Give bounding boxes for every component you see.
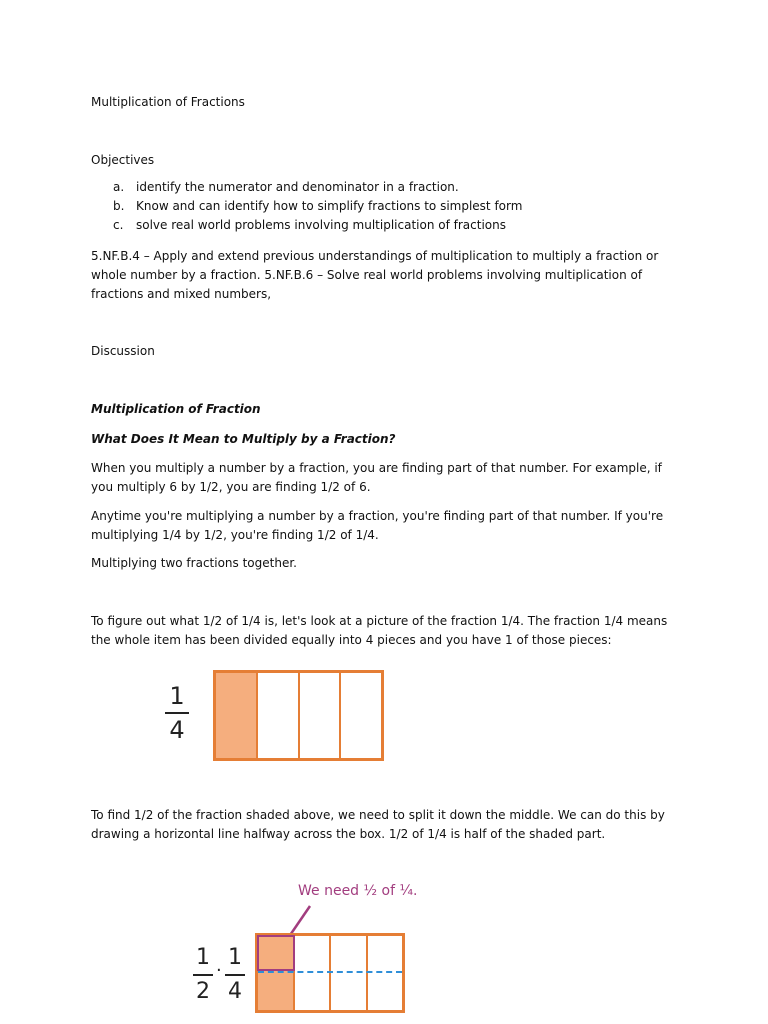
fraction-denominator: 2: [196, 979, 210, 1004]
paragraph-1: When you multiply a number by a fraction, you are finding part of that number. For example, if you multiply 6 by 1/2, you are finding 1/2 of 6.: [91, 461, 662, 494]
standards-paragraph: 5.NF.B.4 – Apply and extend previous understandings of multiplication to multiply a fraction or whole number by a fraction. 5.NF.B.6 – Solve real world problems involving multiplication of fractions and mixed numbers,: [91, 249, 659, 301]
list-item: [91, 216, 522, 235]
list-item: [91, 178, 522, 197]
section-title: Multiplication of Fraction: [91, 402, 261, 416]
fraction-bar: [193, 974, 213, 976]
dashed-split-line: [258, 971, 402, 973]
list-item: [91, 197, 522, 216]
question-heading: What Does It Mean to Multiply by a Fraction?: [91, 432, 396, 446]
paragraph-3: Multiplying two fractions together.: [91, 556, 297, 570]
paragraph-2: Anytime you're multiplying a number by a fraction, you're finding part of that number. If you're multiplying 1/4 by 1/2, you're finding 1/2 of 1/4.: [91, 509, 664, 542]
fraction-model-box: [213, 670, 384, 761]
fraction-numerator: 1: [228, 945, 242, 970]
unshaded-part: [341, 673, 381, 758]
list-text: identify the numerator and denominator in a fraction.: [136, 180, 459, 194]
shaded-part: [216, 673, 258, 758]
fraction-bar: [165, 712, 189, 714]
multiply-operator: ·: [216, 960, 222, 981]
unshaded-part: [295, 936, 332, 1010]
list-marker: c.: [113, 218, 124, 232]
callout-label: We need ½ of ¼.: [298, 883, 418, 899]
list-marker: b.: [113, 199, 125, 213]
paragraph-5: To find 1/2 of the fraction shaded above, we need to split it down the middle. We can do this by drawing a horizontal line halfway across the box. 1/2 of 1/4 is half of the shaded part.: [91, 808, 665, 841]
fraction-numerator: 1: [196, 945, 210, 970]
unshaded-part: [331, 936, 368, 1010]
fraction-bar: [225, 974, 245, 976]
unshaded-part: [300, 673, 342, 758]
list-text: solve real world problems involving multiplication of fractions: [136, 218, 506, 232]
highlighted-half-part: [257, 935, 295, 971]
list-marker: a.: [113, 180, 125, 194]
fraction-one-quarter: [225, 945, 245, 1005]
fraction-denominator: 4: [228, 979, 242, 1004]
fraction-one-quarter: [165, 683, 189, 743]
fraction-one-half: [193, 945, 213, 1005]
list-text: Know and can identify how to simplify fractions to simplest form: [136, 199, 523, 213]
unshaded-part: [258, 673, 300, 758]
fraction-denominator: 4: [169, 716, 185, 744]
document-title: Multiplication of Fractions: [91, 95, 245, 109]
fraction-numerator: 1: [169, 682, 185, 710]
unshaded-part: [368, 936, 403, 1010]
objectives-heading: Objectives: [91, 153, 155, 167]
objectives-list: [91, 178, 522, 235]
discussion-heading: Discussion: [91, 344, 155, 358]
paragraph-4: To figure out what 1/2 of 1/4 is, let's look at a picture of the fraction 1/4. The fraction 1/4 means the whole item has been divided equally into 4 pieces and you have 1 of those pieces:: [91, 614, 668, 647]
